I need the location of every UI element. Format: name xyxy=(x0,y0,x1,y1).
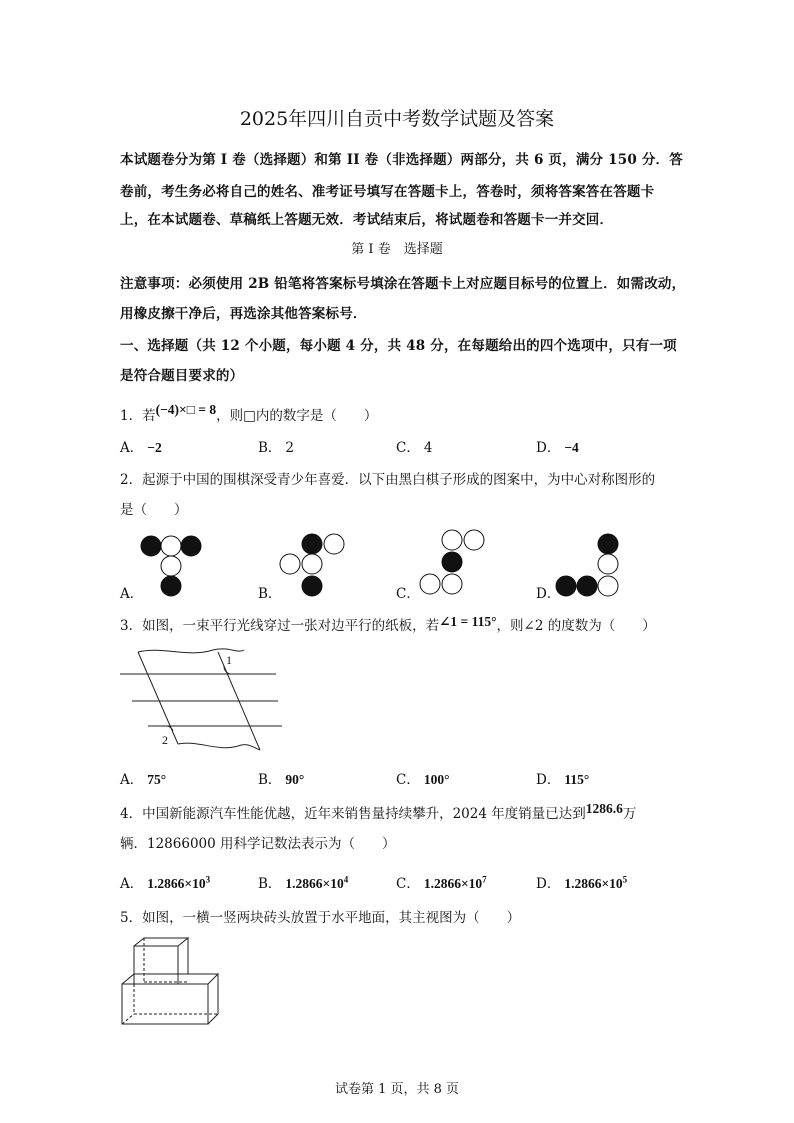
question-2-line-2: 是（ ） xyxy=(120,502,188,518)
option-exponent: 5 xyxy=(622,874,628,885)
option-b[interactable] xyxy=(258,872,348,892)
option-letter: C． xyxy=(396,876,420,892)
white-stone xyxy=(442,574,462,594)
question-text: 中国新能源汽车性能优越，近年来销售量持续攀升，2024 年度销量已达到 xyxy=(142,806,586,822)
horizontal-brick-side xyxy=(208,974,218,1024)
black-stone xyxy=(577,576,597,596)
option-letter: D． xyxy=(536,440,561,456)
angle-2-label: 2 xyxy=(162,733,168,747)
cardboard-bottom-edge xyxy=(178,743,260,750)
white-stone xyxy=(161,556,181,576)
option-b[interactable] xyxy=(258,436,294,456)
option-a[interactable] xyxy=(120,436,162,456)
option-value: 75° xyxy=(147,772,167,787)
notice-line-2: 用橡皮擦干净后，再选涂其他答案标号． xyxy=(120,306,367,322)
question-2 xyxy=(120,468,655,488)
option-value: 4 xyxy=(423,440,433,456)
option-value: 100° xyxy=(423,772,450,787)
question-4 xyxy=(120,802,636,822)
page-title: 2025年四川自贡中考数学试题及答案 xyxy=(239,108,555,130)
question-text: ，则□内的数字是（ ） xyxy=(216,408,378,424)
question-text: 如图，一横一竖两块砖头放置于水平地面，其主视图为（ ） xyxy=(142,910,521,926)
vertical-brick-top xyxy=(134,938,188,946)
white-stone xyxy=(598,554,618,574)
option-letter: B． xyxy=(258,876,282,892)
question-3 xyxy=(120,614,656,634)
white-stone xyxy=(598,576,618,596)
question-text: 万 xyxy=(622,806,637,822)
part-heading-line-1: 一、选择题（共 12 个小题，每小题 4 分，共 48 分，在每题给出的四个选项中，只有一项 xyxy=(120,338,677,354)
option-a[interactable]: A． xyxy=(120,586,144,602)
question-4-line-2: 辆．12866000 用科学记数法表示为（ ） xyxy=(120,836,396,852)
option-c[interactable] xyxy=(396,436,432,456)
question-number: 4． xyxy=(120,806,143,822)
option-value: −4 xyxy=(564,440,579,455)
question-number: 3． xyxy=(120,618,143,634)
question-text: 若 xyxy=(142,408,156,424)
question-1 xyxy=(120,404,377,424)
option-value: 1.2866×10 xyxy=(423,876,483,891)
white-stone xyxy=(280,554,300,574)
option-value: 1.2866×10 xyxy=(285,876,344,891)
option-exponent: 4 xyxy=(343,874,349,885)
section-title: 第 I 卷 选择题 xyxy=(351,242,443,257)
option-d[interactable] xyxy=(536,872,627,892)
option-a[interactable] xyxy=(120,872,210,892)
white-stone xyxy=(161,536,181,556)
black-stone xyxy=(302,576,322,596)
question-text: ，则∠2 的度数为（ ） xyxy=(496,618,656,634)
black-stone xyxy=(442,552,462,572)
option-letter: C． xyxy=(396,772,420,788)
option-a[interactable] xyxy=(120,768,166,788)
intro-line-2: 卷前，考生务必将自己的姓名、准考证号填写在答题卡上，答卷时，须将答案答在答题卡 xyxy=(120,184,655,200)
white-stone xyxy=(324,534,344,554)
notice-line-1: 注意事项：必须使用 2B 铅笔将答案标号填涂在答题卡上对应题目标号的位置上．如需改动， xyxy=(120,276,686,292)
option-b[interactable]: B． xyxy=(258,586,282,602)
question-number: 2． xyxy=(120,472,143,488)
intro-line-1: 本试题卷分为第 I 卷（选择题）和第 II 卷（非选择题）两部分，共 6 页，满分 150 分．答 xyxy=(120,152,683,168)
white-stone xyxy=(464,530,484,550)
black-stone xyxy=(141,536,161,556)
option-exponent: 3 xyxy=(205,874,211,885)
option-value: 115° xyxy=(564,772,590,787)
option-letter: C． xyxy=(396,440,420,456)
intro-line-3: 上，在本试题卷、草稿纸上答题无效．考试结束后，将试题卷和答题卡一并交回． xyxy=(120,212,614,228)
math-expression: 1286.6 xyxy=(585,801,623,816)
white-stone xyxy=(420,574,440,594)
question-number: 1． xyxy=(120,408,143,424)
question-number: 5． xyxy=(120,910,143,926)
question-5 xyxy=(120,906,520,926)
option-letter: A． xyxy=(120,876,144,892)
option-letter: A． xyxy=(120,440,144,456)
option-letter: D． xyxy=(536,772,561,788)
option-letter: B． xyxy=(258,440,282,456)
parallel-light-figure xyxy=(118,640,318,760)
option-letter: A． xyxy=(120,772,144,788)
option-value: 90° xyxy=(285,772,305,787)
option-letter: D． xyxy=(536,876,561,892)
option-d[interactable]: D． xyxy=(536,586,561,602)
black-stone xyxy=(161,576,181,596)
question-text: 如图，一束平行光线穿过一张对边平行的纸板，若 xyxy=(142,618,440,634)
option-b[interactable] xyxy=(258,768,304,788)
black-stone xyxy=(181,536,201,556)
option-value: 2 xyxy=(285,440,295,456)
option-letter: B． xyxy=(258,772,282,788)
option-d[interactable] xyxy=(536,768,589,788)
angle-1-label: 1 xyxy=(226,653,232,667)
option-c[interactable] xyxy=(396,768,450,788)
bricks-figure xyxy=(118,934,228,1029)
horizontal-brick-front xyxy=(122,984,208,1024)
cardboard-left-side xyxy=(138,652,178,744)
white-stone xyxy=(442,530,462,550)
page-footer: 试卷第 1 页，共 8 页 xyxy=(334,1082,460,1097)
black-stone xyxy=(302,534,322,554)
black-stone xyxy=(598,534,618,554)
part-heading-line-2: 是符合题目要求的） xyxy=(120,368,244,384)
question-text: 起源于中国的围棋深受青少年喜爱．以下由黑白棋子形成的图案中，为中心对称图形的 xyxy=(142,472,656,488)
option-value: 1.2866×10 xyxy=(564,876,623,891)
math-expression: (−4)×□ = 8 xyxy=(155,402,217,417)
white-stone xyxy=(302,554,322,574)
option-c[interactable] xyxy=(396,872,487,892)
option-d[interactable] xyxy=(536,436,579,456)
math-expression: ∠1 = 115° xyxy=(439,614,497,629)
option-exponent: 7 xyxy=(482,874,487,885)
option-value: 1.2866×10 xyxy=(147,876,206,891)
option-c[interactable]: C． xyxy=(396,586,420,602)
option-value: −2 xyxy=(147,440,162,455)
